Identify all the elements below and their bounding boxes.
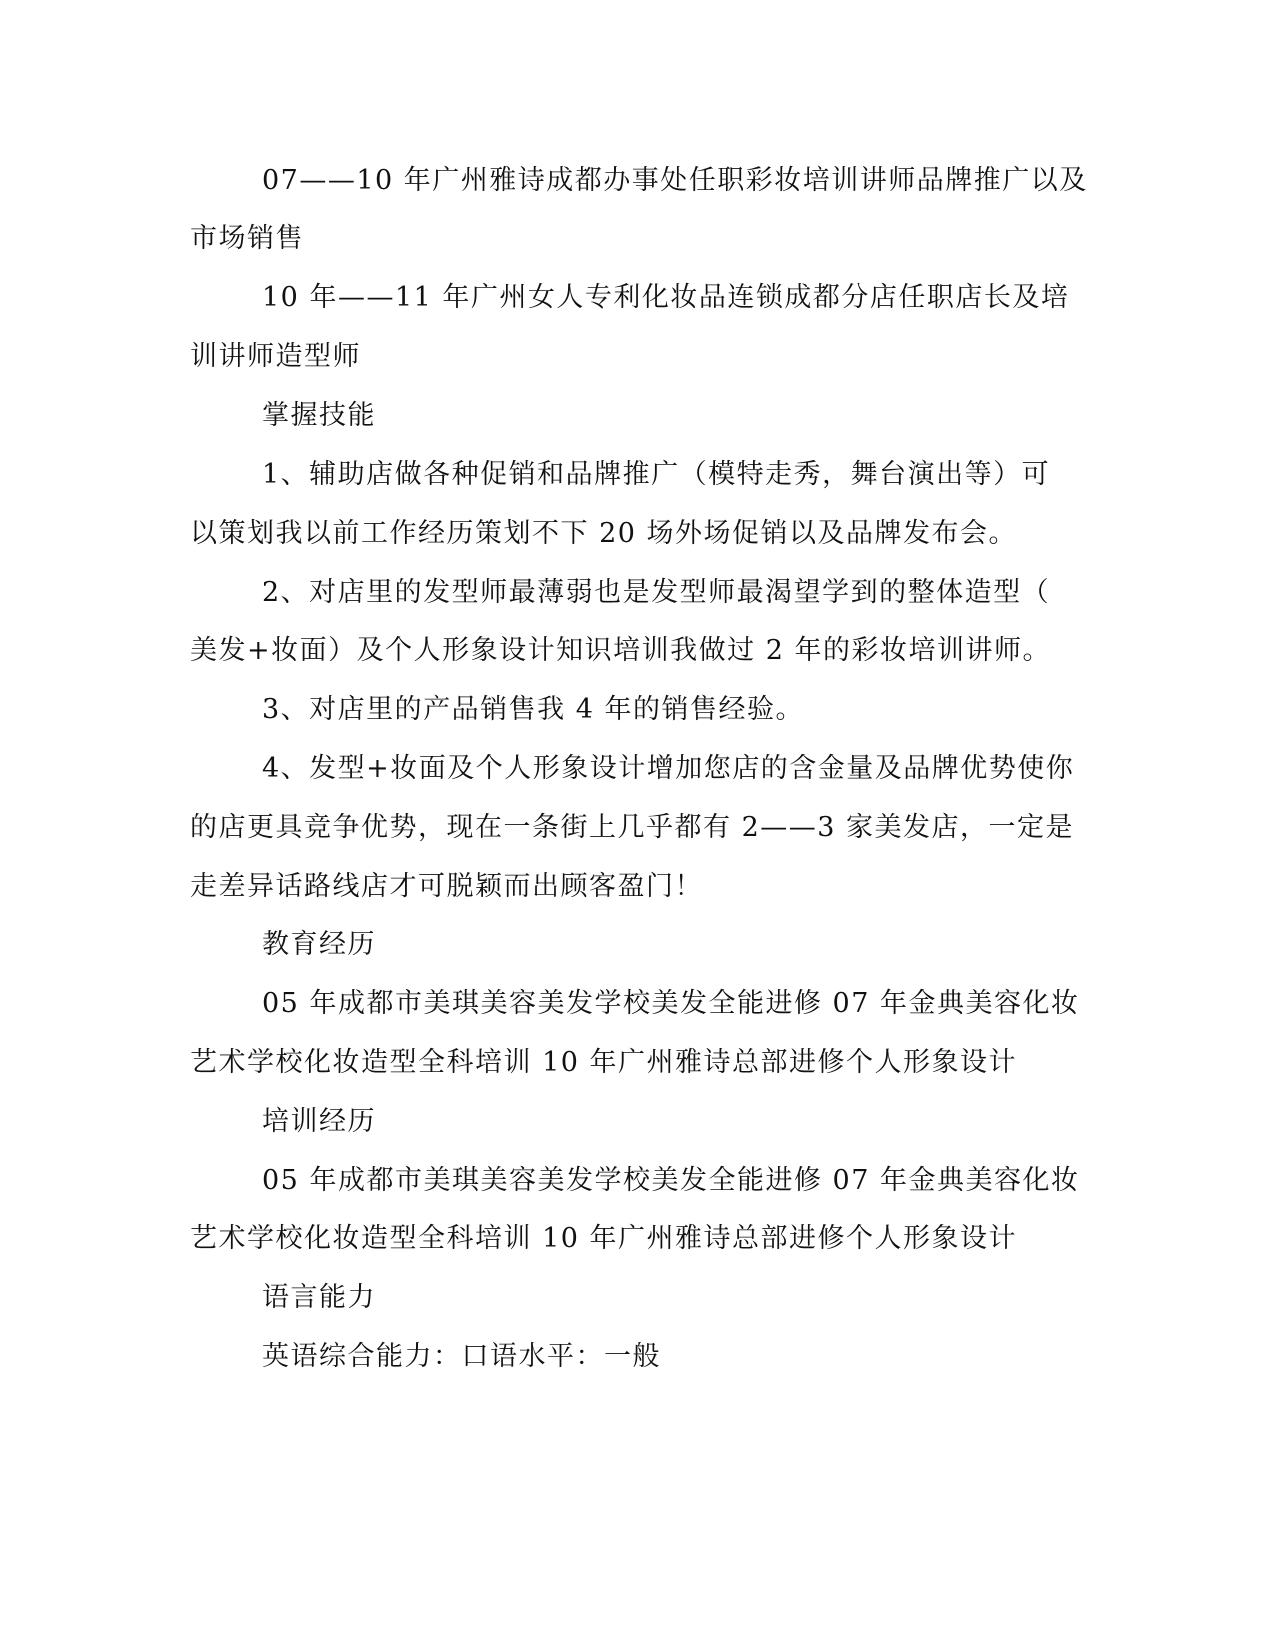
training-line-1: 05 年成都市美琪美容美发学校美发全能进修 07 年金典美容化妆	[262, 1165, 1080, 1196]
skill-item-3: 3、对店里的产品销售我 4 年的销售经验。	[262, 694, 805, 725]
language-heading: 语言能力	[262, 1282, 376, 1313]
education-line-1: 05 年成都市美琪美容美发学校美发全能进修 07 年金典美容化妆	[262, 988, 1080, 1019]
skill-item-4-cont-2: 走差异话路线店才可脱颖而出顾客盈门！	[190, 871, 703, 902]
training-heading: 培训经历	[262, 1106, 376, 1137]
work-history-line-1: 07——10 年广州雅诗成都办事处任职彩妆培训讲师品牌推广以及	[262, 165, 1088, 196]
skill-item-1-cont: 以策划我以前工作经历策划不下 20 场外场促销以及品牌发布会。	[190, 518, 1018, 549]
education-line-2: 艺术学校化妆造型全科培训 10 年广州雅诗总部进修个人形象设计	[190, 1047, 1018, 1078]
training-line-2: 艺术学校化妆造型全科培训 10 年广州雅诗总部进修个人形象设计	[190, 1223, 1018, 1254]
language-line: 英语综合能力：口语水平：一般	[262, 1341, 661, 1372]
work-history-line-2: 10 年——11 年广州女人专利化妆品连锁成都分店任职店长及培	[262, 282, 1070, 313]
skill-item-2: 2、对店里的发型师最薄弱也是发型师最渴望学到的整体造型（	[262, 577, 1051, 608]
education-heading: 教育经历	[262, 929, 376, 960]
skill-item-1: 1、辅助店做各种促销和品牌推广（模特走秀，舞台演出等）可	[262, 459, 1051, 490]
skill-item-4-cont-1: 的店更具竞争优势，现在一条街上几乎都有 2——3 家美发店，一定是	[190, 812, 1075, 843]
work-history-line-1-cont: 市场销售	[190, 223, 304, 254]
skill-item-2-cont: 美发+妆面）及个人形象设计知识培训我做过 2 年的彩妆培训讲师。	[190, 635, 1051, 666]
skills-heading: 掌握技能	[262, 400, 376, 431]
work-history-line-2-cont: 训讲师造型师	[190, 341, 361, 372]
skill-item-4: 4、发型+妆面及个人形象设计增加您店的含金量及品牌优势使你	[262, 753, 1075, 784]
